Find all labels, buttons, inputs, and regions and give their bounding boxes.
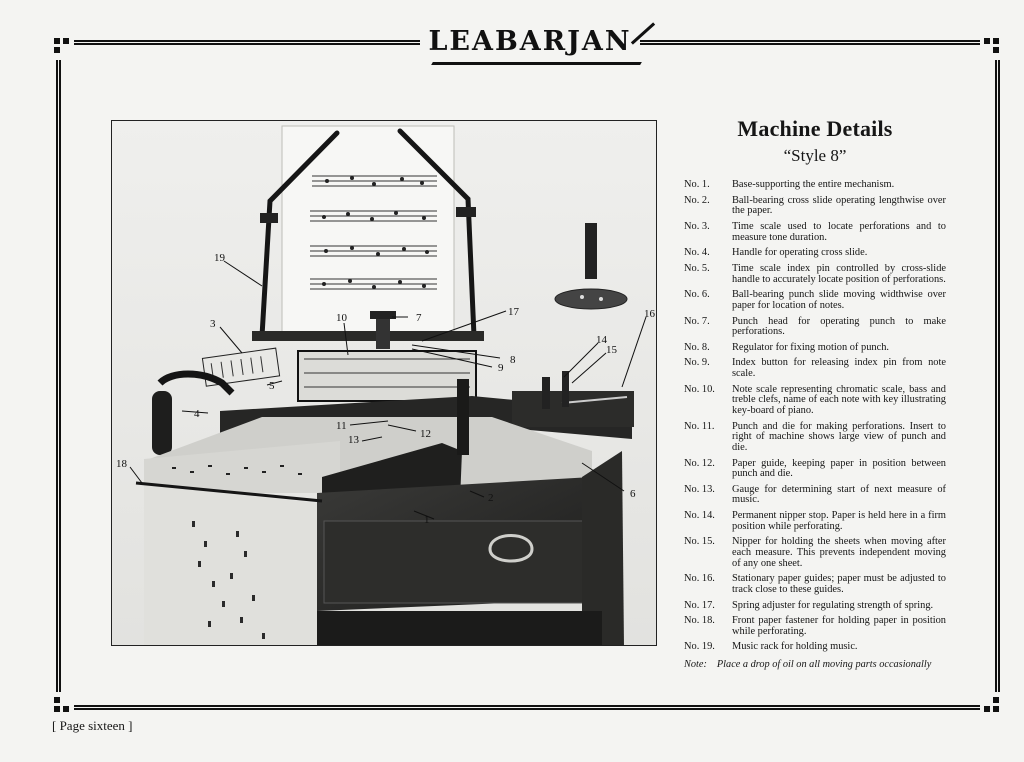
details-title: Machine Details <box>737 116 893 141</box>
item-description: Base-supporting the entire mechanism. <box>732 179 895 190</box>
list-item <box>684 264 946 285</box>
list-item <box>684 459 946 480</box>
item-number: No. 12. <box>684 457 715 469</box>
bottom-border-rule <box>74 705 980 710</box>
item-description: Ball-bearing punch slide moving widthwise over paper for location of notes. <box>732 289 946 311</box>
list-item <box>684 601 946 612</box>
item-number: No. 8. <box>684 341 710 353</box>
callout-7: 7 <box>416 312 422 324</box>
brand-logo <box>420 22 640 62</box>
item-description: Regulator for fixing motion of punch. <box>732 341 889 353</box>
callout-5: 5 <box>269 380 275 392</box>
callout-6: 6 <box>630 488 636 500</box>
callout-13: 13 <box>348 434 359 446</box>
item-description: Nipper for holding the sheets when moving after each measure. This prevents independent moving of any one sheet. <box>732 536 946 569</box>
list-item <box>684 616 946 637</box>
item-description: Stationary paper guides; paper must be adjusted to track close to these guides. <box>732 573 946 595</box>
callout-12: 12 <box>420 428 431 440</box>
note-text: Place a drop of oil on all moving parts occasionally <box>716 659 932 671</box>
corner-ornament-bottom-left <box>54 697 70 713</box>
item-description: Punch and die for making perforations. Insert to right of machine shows large view of punch and die. <box>732 420 946 453</box>
left-border-rule <box>56 60 61 692</box>
item-description: Paper guide, keeping paper in position between punch and die. <box>732 457 946 480</box>
item-description: Spring adjuster for regulating strength of spring. <box>732 599 934 611</box>
list-item <box>684 290 946 311</box>
corner-ornament-bottom-right <box>984 697 1000 713</box>
item-number: No. 15. <box>684 536 715 548</box>
item-description: Permanent nipper stop. Paper is held here in a firm position while perforating. <box>732 510 946 532</box>
callout-9: 9 <box>498 362 504 374</box>
item-description: Note scale representing chromatic scale, bass and treble clefs, name of each note with key illustrating key-board of piano. <box>732 383 946 416</box>
list-item <box>684 642 946 653</box>
callout-17: 17 <box>508 306 519 318</box>
item-description: Gauge for determining start of next measure of music. <box>732 483 946 506</box>
item-description: Index button for releasing index pin from note scale. <box>732 357 946 380</box>
brand-wordmark: LEABARJAN <box>428 25 632 57</box>
callout-1: 1 <box>424 514 430 526</box>
oil-note <box>684 659 946 670</box>
item-description: Time scale used to locate perforations and to measure tone duration. <box>732 220 946 243</box>
item-number: No. 16. <box>684 573 715 585</box>
item-number: No. 3. <box>684 220 710 232</box>
list-item <box>684 385 946 417</box>
machine-illustration <box>112 121 657 646</box>
callout-11: 11 <box>336 420 347 432</box>
item-number: No. 6. <box>684 289 710 301</box>
callout-2: 2 <box>488 492 494 504</box>
item-description: Time scale index pin controlled by cross-slide handle to accurately locate position of perforations. <box>732 262 946 285</box>
list-item <box>684 358 946 379</box>
callout-8: 8 <box>510 354 516 366</box>
item-number: No. 10. <box>684 383 715 395</box>
list-item <box>684 248 946 259</box>
list-item <box>684 317 946 338</box>
logo-underline <box>432 62 643 65</box>
item-description: Ball-bearing cross slide operating lengthwise over the paper. <box>732 194 946 217</box>
item-description: Handle for operating cross slide. <box>732 247 868 259</box>
callout-4: 4 <box>194 408 200 420</box>
list-item <box>684 180 946 191</box>
item-number: No. 19. <box>684 641 715 653</box>
list-item <box>684 196 946 217</box>
item-number: No. 17. <box>684 599 715 611</box>
callout-19: 19 <box>214 252 225 264</box>
item-description: Music rack for holding music. <box>732 641 858 653</box>
callout-18: 18 <box>116 458 127 470</box>
list-item <box>684 574 946 595</box>
item-description: Punch head for operating punch to make perforations. <box>732 315 946 338</box>
machine-details <box>684 116 946 670</box>
details-subtitle: “Style 8” <box>783 146 847 165</box>
list-item <box>684 485 946 506</box>
callout-16: 16 <box>644 308 655 320</box>
callout-14: 14 <box>596 334 607 346</box>
page-number: [ Page sixteen ] <box>52 718 133 733</box>
item-number: No. 14. <box>684 510 715 522</box>
note-label: Note: <box>684 659 707 671</box>
list-item <box>684 511 946 532</box>
corner-ornament-top-right <box>984 38 1000 54</box>
item-number: No. 1. <box>684 179 710 190</box>
item-number: No. 13. <box>684 483 715 495</box>
list-item <box>684 222 946 243</box>
item-number: No. 11. <box>684 420 715 432</box>
item-number: No. 4. <box>684 247 710 259</box>
list-item <box>684 422 946 454</box>
list-item <box>684 537 946 569</box>
item-number: No. 18. <box>684 615 715 627</box>
corner-ornament-top-left <box>54 38 70 54</box>
list-item <box>684 343 946 354</box>
machine-photo <box>111 120 657 646</box>
right-border-rule <box>995 60 1000 692</box>
item-number: No. 7. <box>684 315 710 327</box>
item-number: No. 5. <box>684 262 710 274</box>
item-description: Front paper fastener for holding paper in position while perforating. <box>732 615 946 637</box>
callout-15: 15 <box>606 344 617 356</box>
callout-10: 10 <box>336 312 347 324</box>
item-number: No. 2. <box>684 194 710 206</box>
item-number: No. 9. <box>684 357 710 369</box>
callout-3: 3 <box>210 318 216 330</box>
details-list <box>684 180 946 653</box>
